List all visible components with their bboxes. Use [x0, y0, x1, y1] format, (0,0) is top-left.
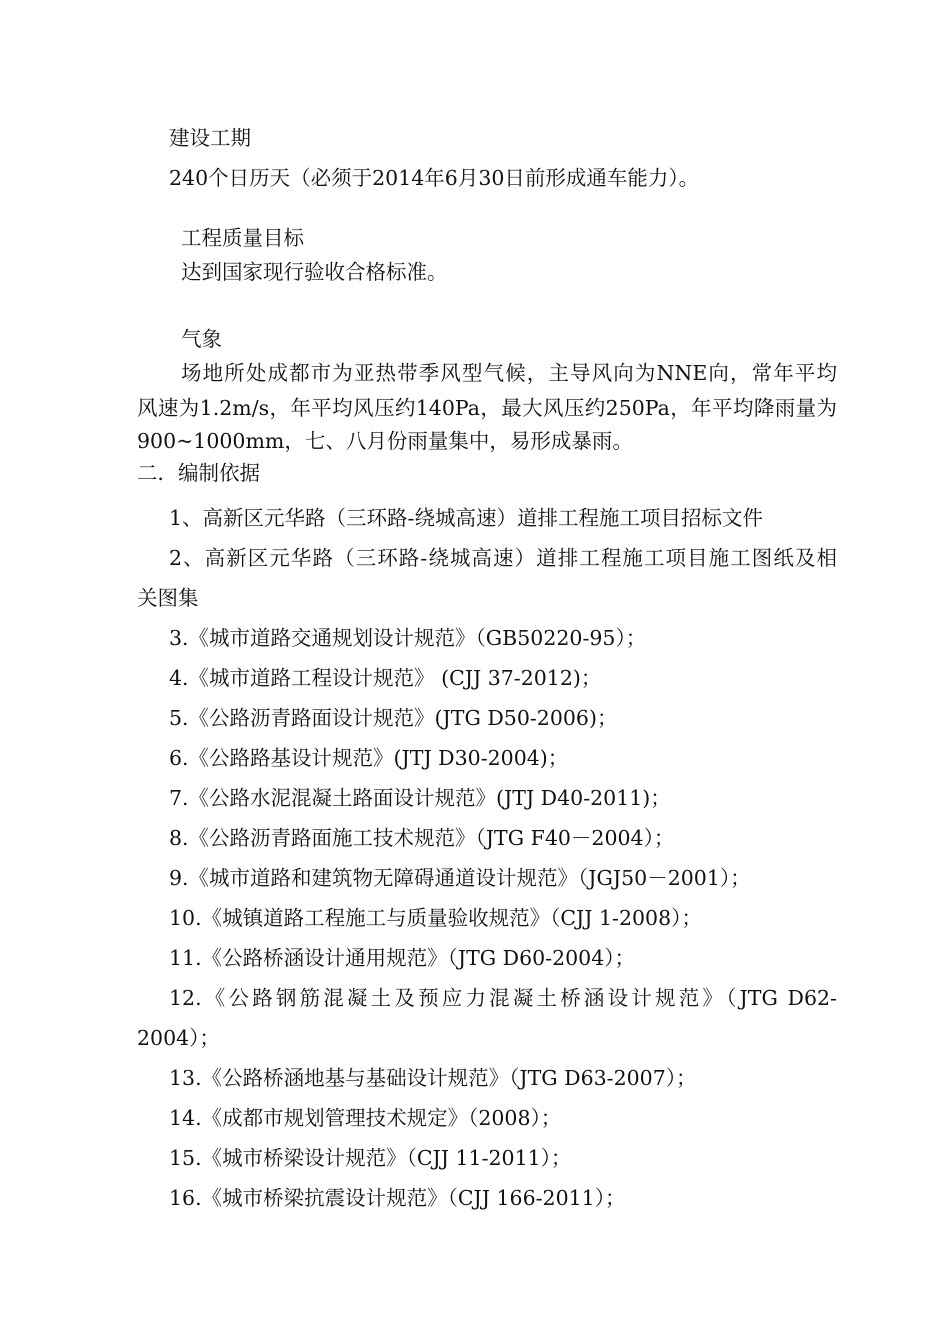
- quality-text: 达到国家现行验收合格标准。: [181, 260, 448, 284]
- basis-item: 6.《公路路基设计规范》(JTJ D30-2004)；: [169, 746, 569, 770]
- basis-item: 关图集: [137, 586, 199, 610]
- basis-item: 4.《城市道路工程设计规范》 (CJJ 37-2012)；: [169, 666, 602, 690]
- schedule-heading: 建设工期: [169, 126, 251, 150]
- basis-item: 16.《城市桥梁抗震设计规范》（CJJ 166-2011）；: [169, 1186, 626, 1210]
- basis-heading: 二．编制依据: [137, 461, 260, 485]
- basis-item: 3.《城市道路交通规划设计规范》（GB50220-95）；: [169, 626, 647, 650]
- climate-line: 900~1000mm，七、八月份雨量集中，易形成暴雨。: [137, 429, 633, 453]
- basis-item: 14.《成都市规划管理技术规定》（2008）；: [169, 1106, 562, 1130]
- basis-item: 7.《公路水泥混凝土路面设计规范》(JTJ D40-2011)；: [169, 786, 671, 810]
- basis-item: 5.《公路沥青路面设计规范》(JTG D50-2006)；: [169, 706, 618, 730]
- basis-item: 10.《城镇道路工程施工与质量验收规范》（CJJ 1-2008）；: [169, 906, 702, 930]
- quality-heading: 工程质量目标: [181, 226, 304, 250]
- schedule-text: 240个日历天（必须于2014年6月30日前形成通车能力）。: [169, 166, 700, 190]
- climate-line: 风速为1.2m/s，年平均风压约140Pa，最大风压约250Pa，年平均降雨量为: [137, 396, 837, 420]
- climate-line: 场地所处成都市为亚热带季风型气候，主导风向为NNE向，常年平均: [181, 361, 837, 385]
- basis-item: 1、高新区元华路（三环路-绕城高速）道排工程施工项目招标文件: [169, 506, 763, 530]
- basis-item: 11.《公路桥涵设计通用规范》（JTG D60-2004）；: [169, 946, 636, 970]
- climate-heading: 气象: [181, 327, 222, 351]
- basis-item: 2、高新区元华路（三环路-绕城高速）道排工程施工项目施工图纸及相: [169, 546, 837, 570]
- basis-item: 13.《公路桥涵地基与基础设计规范》（JTG D63-2007）；: [169, 1066, 697, 1090]
- basis-item: 15.《城市桥梁设计规范》（CJJ 11-2011）；: [169, 1146, 572, 1170]
- basis-item: 8.《公路沥青路面施工技术规范》（JTG F40－2004）；: [169, 826, 675, 850]
- basis-item: 12.《公路钢筋混凝土及预应力混凝土桥涵设计规范》（JTG D62-: [169, 986, 837, 1010]
- basis-item: 9.《城市道路和建筑物无障碍通道设计规范》（JGJ50－2001）；: [169, 866, 751, 890]
- basis-item: 2004）；: [137, 1026, 220, 1050]
